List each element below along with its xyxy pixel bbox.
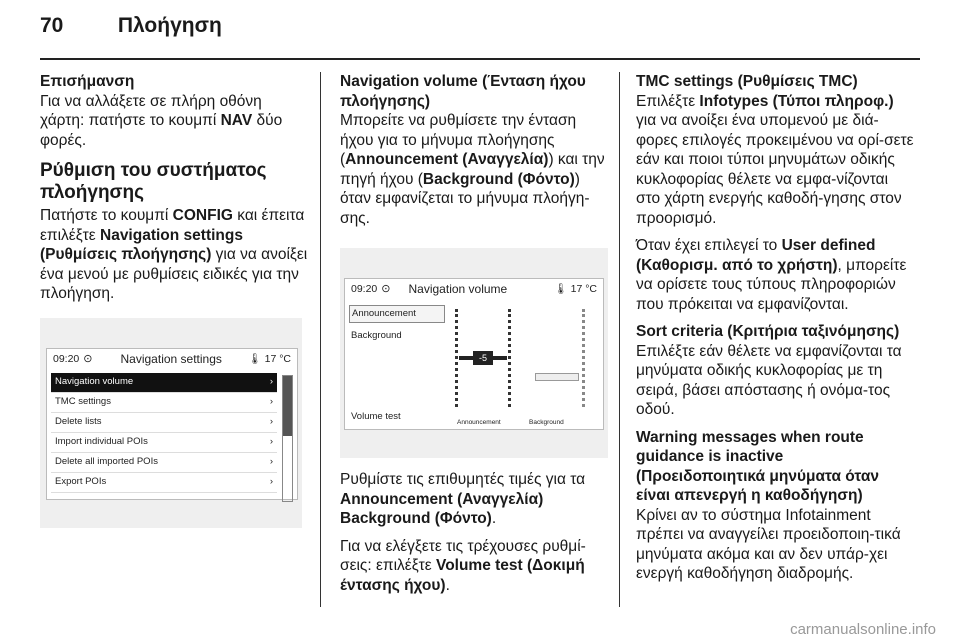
slider-bar — [535, 373, 579, 381]
list-item[interactable]: Delete all imported POIs › — [51, 453, 277, 473]
nav-icon: ⊙ — [83, 352, 93, 365]
page-title: Πλοήγηση — [117, 14, 222, 37]
page-number: 70 — [40, 14, 64, 37]
screen-titlebar — [345, 279, 603, 301]
announcement-slider[interactable] — [453, 309, 513, 407]
temperature: 🌡 17 °C — [248, 352, 291, 365]
background-slider[interactable] — [535, 309, 587, 407]
settings-list — [51, 373, 277, 493]
body-paragraph: Όταν έχει επιλεγεί το User defined (Καθορισμ. από το χρήστη), μπορείτε να ορίσετε τους τύπους πληροφοριών που πρόκειται να εμφανίζονται. — [636, 237, 907, 313]
volume-test-item[interactable]: Volume test — [351, 411, 401, 422]
slider-track — [582, 309, 585, 407]
note-heading: Επισήμανση — [40, 73, 135, 90]
list-item[interactable]: TMC settings › — [51, 393, 277, 413]
background-label: Background — [529, 419, 564, 426]
display-screen — [344, 278, 604, 430]
column-3 — [636, 72, 914, 592]
body-paragraph: Επιλέξτε εάν θέλετε να εμφανίζονται τα μηνύματα οδικής κυκλοφορίας με τη σειρά, βάσει απόστασης ή ονόμα-τος οδού. — [636, 342, 902, 418]
navigation-settings-screenshot — [40, 318, 302, 528]
slider-value: -5 — [473, 351, 493, 365]
subsection-heading: Sort criteria (Κριτήρια ταξινόμησης) — [636, 323, 900, 340]
section-heading: Ρύθμιση του συστήματος πλοήγησης — [40, 160, 267, 203]
column-divider — [619, 72, 620, 607]
chevron-right-icon: › — [269, 436, 273, 448]
display-screen — [46, 348, 298, 500]
chevron-right-icon: › — [269, 396, 273, 408]
chevron-right-icon: › — [269, 456, 273, 468]
column-divider — [320, 72, 321, 607]
body-paragraph: Επιλέξτε Infotypes (Τύποι πληροφ.) για να ανοίξει ένα υπομενού με διά-φορες επιλογές προκειμένου να ορί-σετε εάν και ποιοι τύποι μηνυμάτων οδικής κυκλοφορίας θέλετε να εμφα-νίζονται στο χάρτη ενεργής καθοδή-γησης στον προορισμό. — [636, 92, 914, 227]
column-2 — [340, 72, 610, 603]
subsection-heading: Warning messages when route guidance is inactive (Προειδοποιητικά μηνύματα όταν είναι απενεργή η καθοδήγηση) — [636, 428, 879, 504]
navigation-volume-screenshot — [340, 248, 608, 458]
list-item[interactable]: Export POIs › — [51, 473, 277, 493]
watermark: carmanualsonline.info — [790, 621, 936, 638]
screen-title: Navigation settings — [120, 351, 222, 366]
list-item[interactable]: Navigation volume › — [51, 373, 277, 393]
background-item[interactable]: Background — [351, 330, 402, 341]
header-rule — [40, 58, 920, 60]
scrollbar[interactable] — [282, 375, 293, 502]
nav-icon: ⊙ — [381, 283, 391, 296]
slider-track — [508, 309, 511, 407]
list-item[interactable]: Import individual POIs › — [51, 433, 277, 453]
note-paragraph: Επισήμανση Για να αλλάξετε σε πλήρη οθόνη χάρτη: πατήστε το κουμπί NAV δύο φορές. — [40, 73, 283, 149]
announcement-label: Announcement — [457, 419, 501, 426]
clock: 09:20 — [53, 352, 80, 365]
page-header — [40, 14, 222, 38]
chevron-right-icon: › — [269, 416, 273, 428]
list-item[interactable]: Delete lists › — [51, 413, 277, 433]
screen-titlebar — [47, 349, 297, 371]
body-paragraph: Για να ελέγξετε τις τρέχουσες ρυθμί-σεις: επιλέξτε Volume test (Δοκιμή έντασης ήχου). — [340, 537, 586, 594]
chevron-right-icon: › — [269, 376, 273, 388]
temperature: 🌡 17 °C — [554, 283, 597, 296]
subsection-heading: Navigation volume (Ένταση ήχου πλοήγησης) — [340, 73, 586, 110]
body-paragraph: Πατήστε το κουμπί CONFIG και έπειτα επιλέξτε Navigation settings (Ρυθμίσεις πλοήγησης) για να ανοίξει ένα μενού με ρυθμίσεις ειδικές για την πλοήγηση. — [40, 207, 308, 302]
announcement-item[interactable]: Announcement — [349, 305, 445, 323]
body-paragraph: Ρυθμίστε τις επιθυμητές τιμές για τα Announcement (Αναγγελία) Background (Φόντο). — [340, 471, 586, 527]
clock: 09:20 — [351, 283, 378, 296]
body-paragraph: Κρίνει αν το σύστημα Infotainment πρέπει να αναγγείλει προειδοποιη-τικά μηνύματα ακόμα και αν δεν υπάρ-χει ενεργή καθοδήγηση διαδρομής. — [636, 506, 901, 582]
screen-title: Navigation volume — [408, 282, 508, 297]
body-paragraph: Μπορείτε να ρυθμίσετε την ένταση ήχου για το μήνυμα πλοήγησης (Announcement (Αναγγελία)) και την πηγή ήχου (Background (Φόντο)) όταν εμφανίζεται το μήνυμα πλοήγη-σης. — [340, 112, 605, 227]
scrollbar-thumb[interactable] — [283, 376, 292, 436]
column-1 — [40, 72, 310, 540]
subsection-heading: TMC settings (Ρυθμίσεις TMC) — [636, 73, 858, 90]
slider-track — [455, 309, 458, 407]
chevron-right-icon: › — [269, 476, 273, 488]
